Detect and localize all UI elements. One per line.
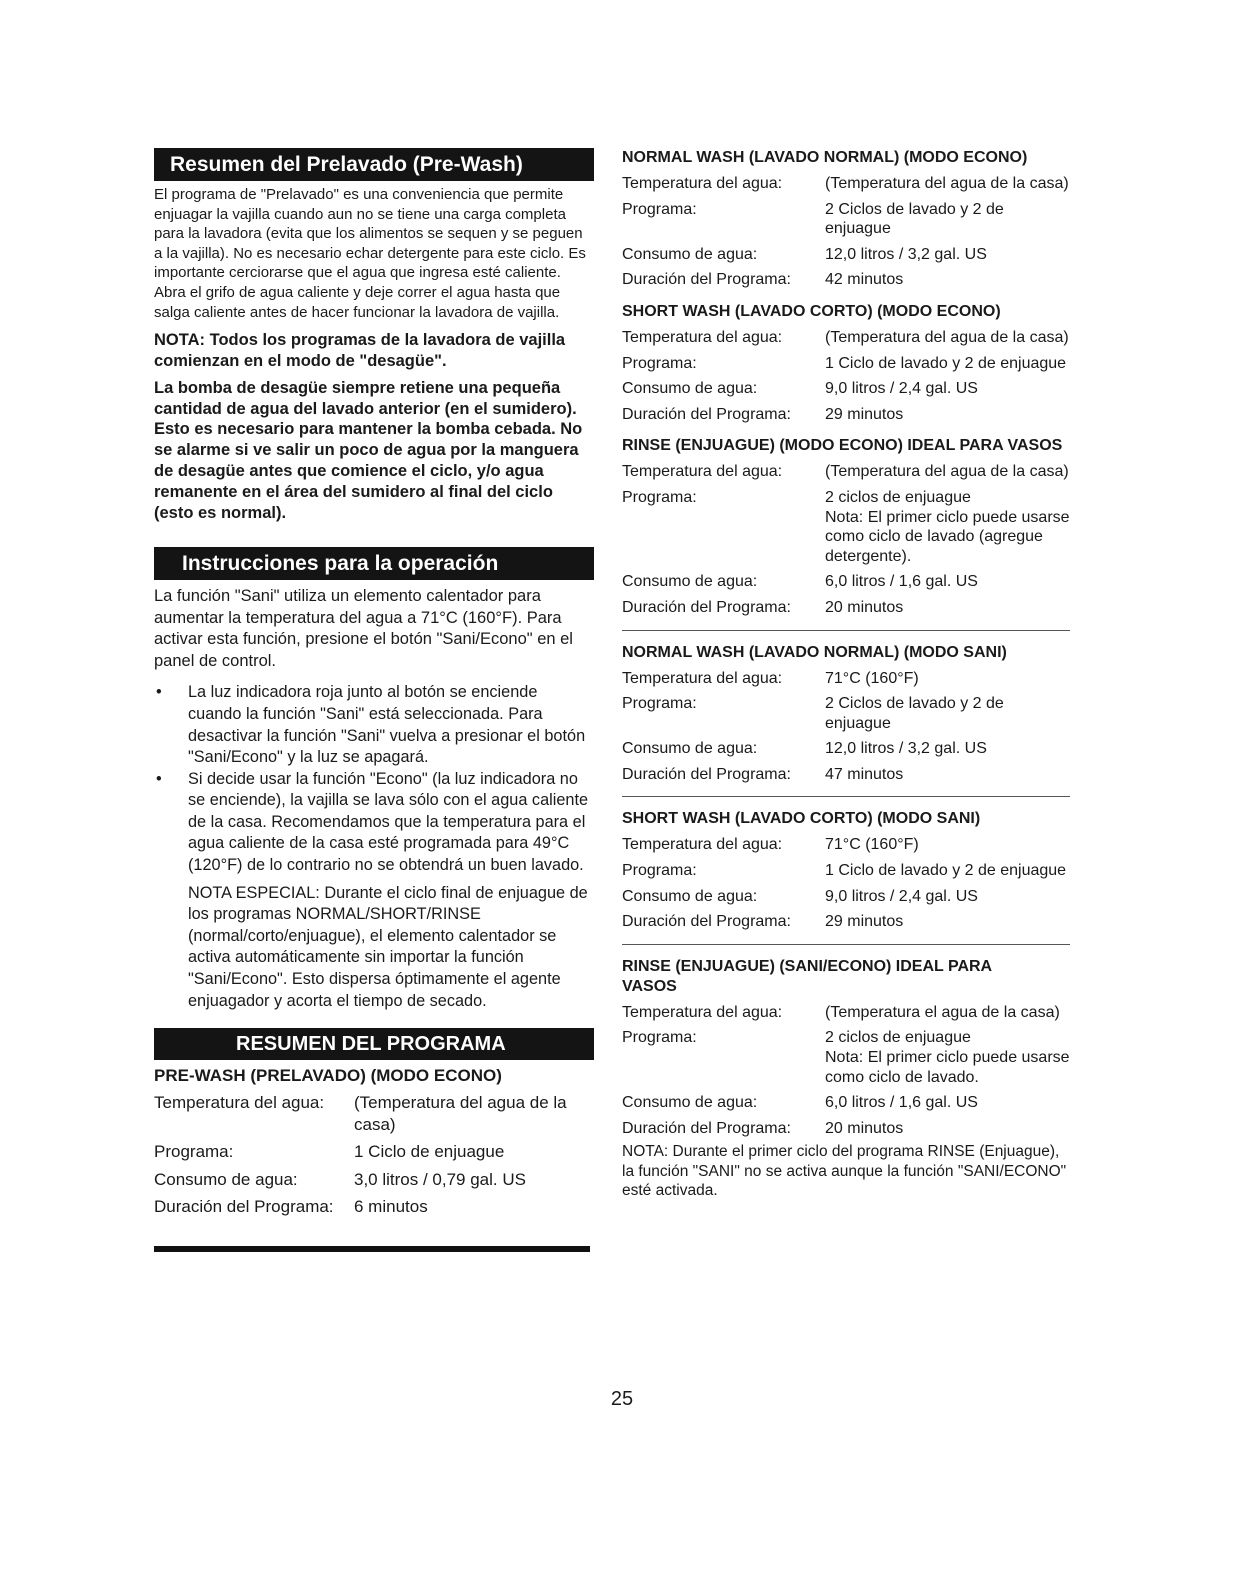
- left-column: [154, 148, 594, 1252]
- operation-heading: Instrucciones para la operación: [154, 547, 594, 580]
- table-row: Programa: 2 Ciclos de lavado y 2 de enjuague: [622, 200, 1004, 238]
- table-row: Temperatura del agua: 71°C (160°F): [622, 669, 919, 687]
- program-title: SHORT WASH (LAVADO CORTO) (MODO SANI): [622, 810, 981, 828]
- divider: [622, 796, 1070, 797]
- program-rinse-sani: [622, 957, 1070, 1201]
- list-item: • La luz indicadora roja junto al botón se enciende cuando la función "Sani" está seleccionada. Para desactivar la función "Sani" vuelva a presionar el botón "Sani/Econo" y la luz se apagará.: [156, 683, 586, 767]
- table-row: Temperatura del agua: (Temperatura del agua de la casa): [622, 463, 1069, 481]
- table-row: Duración del Programa: 47 minutos: [622, 765, 904, 783]
- prewash-intro: El programa de "Prelavado" es una conveniencia que permite enjuagar la vajilla cuando aun no se tiene una carga completa para la lavadora (evita que los alimentos se sequen y se peguen a la vajilla). No es necesario echar detergente para este ciclo. Es importante cerciorarse que el agua que ingresa esté caliente. Abra el grifo de agua caliente y deje correr el agua hasta que salga caliente antes de hacer funcionar la lavadora de vajilla.: [154, 186, 586, 321]
- table-row: Duración del Programa: 20 minutos: [622, 598, 904, 616]
- program-normal-econo: [622, 148, 1070, 290]
- bullet-icon: •: [156, 683, 162, 702]
- program-short-econo: [622, 302, 1070, 424]
- program-rinse-econo: [622, 436, 1070, 617]
- table-row: Temperatura del agua: (Temperatura del agua de la casa): [622, 328, 1069, 346]
- operation-intro: La función "Sani" utiliza un elemento calentador para aumentar la temperatura del agua a 71°C (160°F). Para activar esta función, presione el botón "Sani/Econo" en el panel de control.: [154, 587, 573, 670]
- table-row: Duración del Programa: 42 minutos: [622, 271, 904, 289]
- table-row: Duración del Programa: 29 minutos: [622, 405, 904, 423]
- program-title: SHORT WASH (LAVADO CORTO) (MODO ECONO): [622, 302, 1001, 320]
- page-number: 25: [610, 1388, 634, 1410]
- table-row: Consumo de agua: 12,0 litros / 3,2 gal. US: [622, 245, 987, 263]
- table-row: Consumo de agua: 9,0 litros / 2,4 gal. US: [622, 380, 978, 398]
- prewash-nota: NOTA: Todos los programas de la lavadora de vajilla comienzan en el modo de "desagüe".: [154, 331, 566, 370]
- table-row: Duración del Programa: 29 minutos: [622, 913, 904, 931]
- table-row: Consumo de agua: 6,0 litros / 1,6 gal. US: [622, 1094, 978, 1112]
- table-row: Consumo de agua: 3,0 litros / 0,79 gal. US: [154, 1169, 526, 1189]
- list-item: • Si decide usar la función "Econo" (la luz indicadora no se enciende), la vajilla se lava sólo con el agua caliente de la casa. Recomendamos que la temperatura para el agua caliente de la casa esté programada para 49°C (120°F) de lo contrario no se obtendrá un buen lavado.: [156, 769, 589, 875]
- divider: [154, 1246, 590, 1252]
- table-row: Consumo de agua: 9,0 litros / 2,4 gal. US: [622, 887, 978, 905]
- divider: [622, 630, 1070, 631]
- table-row: Programa: 2 Ciclos de lavado y 2 de enjuague: [622, 695, 1004, 732]
- table-row: Temperatura del agua: 71°C (160°F): [622, 836, 919, 854]
- prewash-summary-heading: Resumen del Prelavado (Pre-Wash): [154, 148, 594, 181]
- operation-bullets: [154, 682, 594, 876]
- program-normal-sani: [622, 643, 1070, 785]
- right-column: [622, 148, 1070, 1213]
- program-title: RINSE (ENJUAGUE) (SANI/ECONO) IDEAL PARA VASOS: [622, 957, 992, 995]
- table-row: Duración del Programa: 6 minutos: [154, 1197, 428, 1217]
- program-title: NORMAL WASH (LAVADO NORMAL) (MODO ECONO): [622, 149, 1028, 166]
- table-row: Duración del Programa: 20 minutos: [622, 1119, 904, 1137]
- prewash-program-title: PRE-WASH (PRELAVADO) (MODO ECONO): [154, 1066, 502, 1086]
- table-row: Programa: 1 Ciclo de enjuague: [154, 1142, 505, 1162]
- program-short-sani: [622, 809, 1070, 931]
- divider: [622, 944, 1070, 945]
- program-title: NORMAL WASH (LAVADO NORMAL) (MODO SANI): [622, 643, 1007, 661]
- bullet-icon: •: [156, 769, 162, 788]
- table-row: Programa: 1 Ciclo de lavado y 2 de enjuague: [622, 862, 1067, 880]
- table-row: Programa: 2 ciclos de enjuague: [622, 488, 971, 506]
- program-title: RINSE (ENJUAGUE) (MODO ECONO) IDEAL PARA VASOS: [622, 437, 1063, 455]
- table-row: Temperatura del agua: (Temperatura del agua de la casa): [154, 1093, 567, 1134]
- special-note: NOTA ESPECIAL: Durante el ciclo final de enjuague de los programas NORMAL/SHORT/RINSE (normal/corto/enjuague), el elemento calentador se activa automáticamente sin importar la función "Sani/Econo". Esto dispersa óptimamente el agente enjuagador y acorta el tiempo de secado.: [188, 883, 588, 1010]
- table-row: Programa: 2 ciclos de enjuague: [622, 1029, 971, 1047]
- pump-paragraph: La bomba de desagüe siempre retiene una pequeña cantidad de agua del lavado anterior (en el sumidero). Esto es necesario para mantener la bomba cebada. No se alarme si ve salir un poco de agua por la manguera de desagüe antes que comience el ciclo, y/o agua remanente en el área del sumidero al final del ciclo (esto es normal).: [154, 378, 583, 522]
- table-row: Nota: El primer ciclo puede usarse como ciclo de lavado (agregue detergente).: [825, 508, 1070, 565]
- table-row: Temperatura del agua: (Temperatura del agua de la casa): [622, 175, 1069, 192]
- table-row: Nota: El primer ciclo puede usarse como ciclo de lavado.: [825, 1049, 1070, 1086]
- table-row: Consumo de agua: 6,0 litros / 1,6 gal. US: [622, 573, 978, 591]
- final-note: NOTA: Durante el primer ciclo del programa RINSE (Enjuague), la función "SANI" no se activa aunque la función "SANI/ECONO" esté activada.: [622, 1143, 1067, 1200]
- table-row: Temperatura del agua: (Temperatura el agua de la casa): [622, 1003, 1060, 1021]
- prewash-program: [154, 1066, 594, 1218]
- table-row: Programa: 1 Ciclo de lavado y 2 de enjuague: [622, 354, 1067, 372]
- table-row: Consumo de agua: 12,0 litros / 3,2 gal. US: [622, 740, 987, 758]
- program-summary-heading: RESUMEN DEL PROGRAMA: [154, 1028, 594, 1060]
